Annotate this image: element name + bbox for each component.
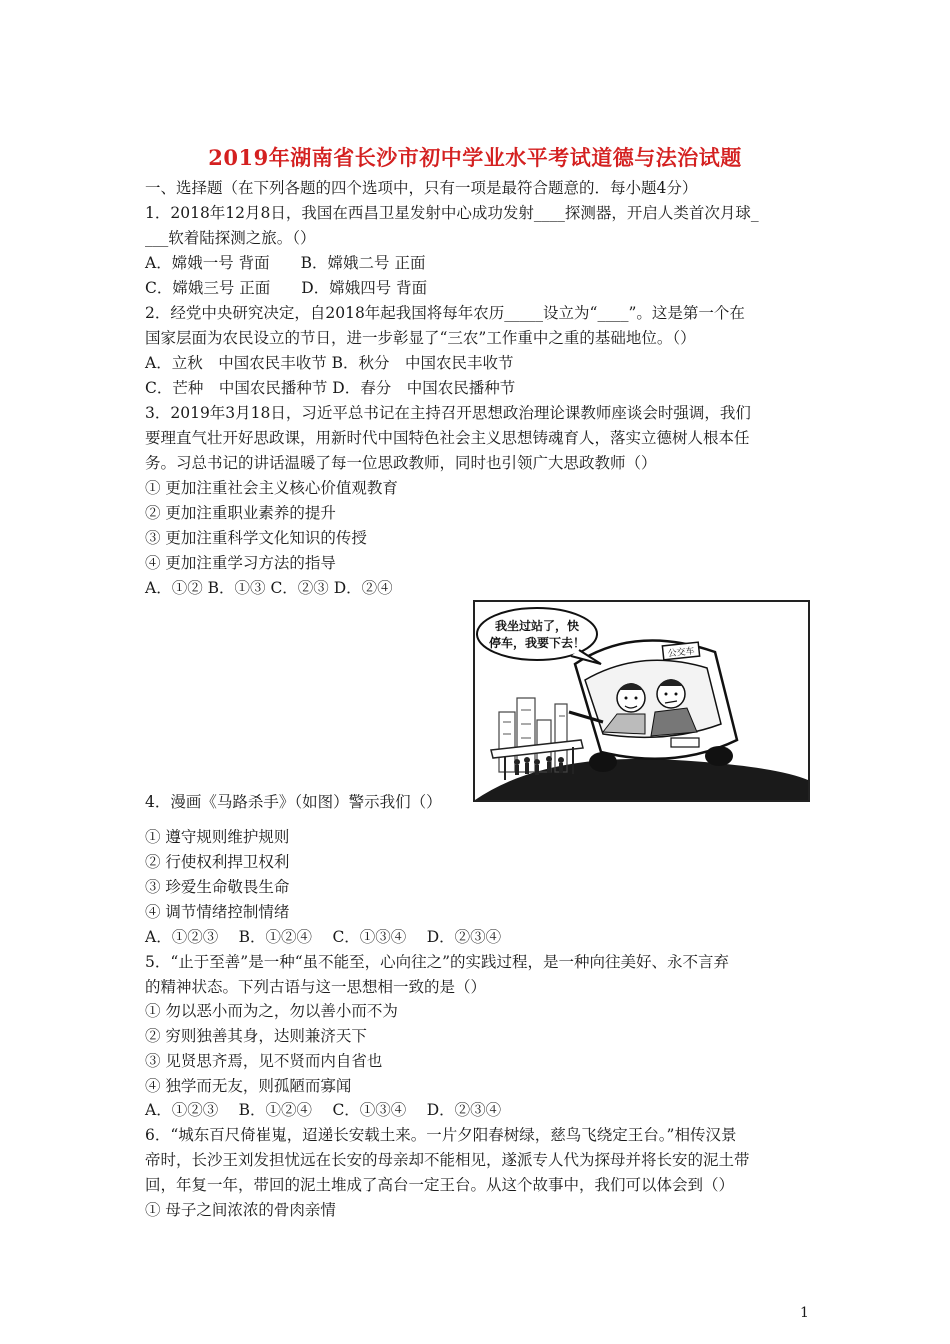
question-6-item: ① 母子之间浓浓的骨肉亲情 [145, 1201, 336, 1219]
question-5-text: 5．“止于至善”是一种“虽不能至，心向往之”的实践过程，是一种向往美好、永不言弃 [145, 953, 730, 971]
question-2-text: 2．经党中央研究决定，自2018年起我国将每年农历_____设立为“____”。这是第一个在 [145, 304, 745, 322]
cartoon-image [473, 600, 810, 802]
question-4-item: ② 行使权利捍卫权利 [145, 853, 290, 871]
question-3-text: 要理直气壮开好思政课，用新时代中国特色社会主义思想铸魂育人，落实立德树人根本任 [145, 429, 750, 447]
question-3-item: ③ 更加注重科学文化知识的传授 [145, 529, 367, 547]
section-heading: 一、选择题（在下列各题的四个选项中，只有一项是最符合题意的．每小题4分） [145, 179, 698, 197]
page-title: 2019年湖南省长沙市初中学业水平考试道德与法治试题 [208, 145, 742, 170]
question-1-text: ___软着陆探测之旅。（） [145, 229, 316, 247]
question-4-item: ④ 调节情绪控制情绪 [145, 903, 290, 921]
question-1-options: C．嫦娥三号 正面 D．嫦娥四号 背面 [145, 279, 428, 297]
question-2-options: C．芒种 中国农民播种节 D．春分 中国农民播种节 [145, 379, 516, 397]
question-6-text: 6．“城东百尺倚崔嵬，迢递长安载土来。一片夕阳春树绿，慈鸟飞绕定王台。”相传汉景 [145, 1126, 737, 1144]
page-number: 1 [800, 1305, 809, 1321]
question-6-text: 帝时，长沙王刘发担忧远在长安的母亲却不能相见，遂派专人代为探母并将长安的泥土带 [145, 1151, 750, 1169]
question-5-item: ④ 独学而无友，则孤陋而寡闻 [145, 1077, 352, 1095]
bus-cartoon-illustration [475, 602, 808, 800]
question-5-options: A．①②③ B．①②④ C．①③④ D．②③④ [145, 1101, 502, 1119]
speech-bubble-line1: 我坐过站了，快 [494, 619, 580, 633]
question-6-text: 回，年复一年，带回的泥土堆成了高台一定王台。从这个故事中，我们可以体会到（） [145, 1176, 735, 1194]
question-4-item: ③ 珍爱生命敬畏生命 [145, 878, 290, 896]
question-3-item: ④ 更加注重学习方法的指导 [145, 554, 336, 572]
question-5-item: ③ 见贤思齐焉，见不贤而内自省也 [145, 1052, 383, 1070]
question-4-text: 4．漫画《马路杀手》（如图）警示我们（） [145, 793, 442, 811]
question-5-text: 的精神状态。下列古语与这一思想相一致的是（） [145, 978, 487, 996]
question-2-options: A．立秋 中国农民丰收节 B．秋分 中国农民丰收节 [145, 354, 514, 372]
question-4-options: A．①②③ B．①②④ C．①③④ D．②③④ [145, 928, 502, 946]
question-3-item: ② 更加注重职业素养的提升 [145, 504, 336, 522]
question-5-item: ① 勿以恶小而为之，勿以善小而不为 [145, 1002, 398, 1020]
question-5-item: ② 穷则独善其身，达则兼济天下 [145, 1027, 367, 1045]
speech-bubble-line2: 停车，我要下去！ [488, 636, 586, 650]
question-4-item: ① 遵守规则维护规则 [145, 828, 290, 846]
question-3-text: 务。习总书记的讲话温暖了每一位思政教师，同时也引领广大思政教师（） [145, 454, 657, 472]
question-3-options: A．①② B．①③ C．②③ D．②④ [145, 579, 393, 597]
question-3-text: 3．2019年3月18日，习近平总书记在主持召开思想政治理论课教师座谈会时强调，我们 [145, 404, 751, 422]
question-3-item: ① 更加注重社会主义核心价值观教育 [145, 479, 398, 497]
question-1-text: 1．2018年12月8日，我国在西昌卫星发射中心成功发射____探测器，开启人类首次月球_ [145, 204, 759, 222]
question-2-text: 国家层面为农民设立的节日，进一步彰显了“三农”工作重中之重的基础地位。（） [145, 329, 696, 347]
question-1-options: A．嫦娥一号 背面 B．嫦娥二号 正面 [145, 254, 426, 272]
bus-sign-text: 公交车 [667, 646, 696, 660]
